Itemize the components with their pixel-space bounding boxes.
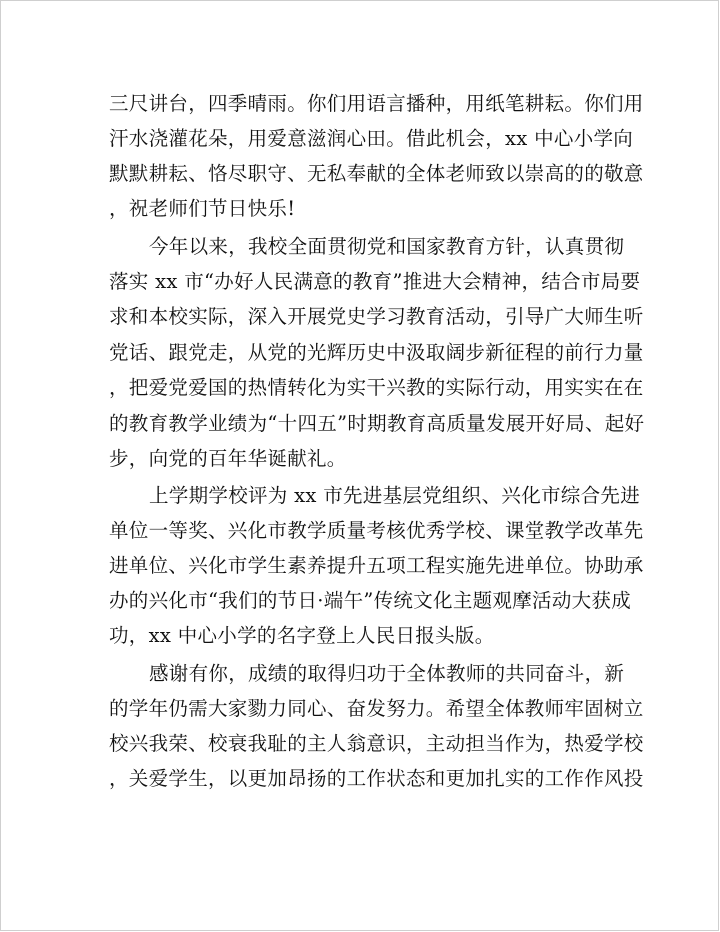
text-line: ，祝老师们节日快乐! xyxy=(109,197,296,220)
text-line: ，把爱党爱国的热情转化为实干兴教的实际行动，用实实在在 xyxy=(109,376,644,399)
text-line: 求和本校实际，深入开展党史学习教育活动，引导广大师生听 xyxy=(109,305,644,328)
text-line: 单位一等奖、兴化市教学质量考核优秀学校、课堂教学改革先 xyxy=(109,519,644,542)
text-line: 校兴我荣、校衰我耻的主人翁意识，主动担当作为，热爱学校 xyxy=(109,732,644,755)
text-line: 的教育教学业绩为“十四五”时期教育高质量发展开好局、起好 xyxy=(109,412,645,435)
text-line: ，关爱学生，以更加昂扬的工作状态和更加扎实的工作作风投 xyxy=(109,767,644,790)
text-line: 的学年仍需大家勠力同心、奋发努力。希望全体教师牢固树立 xyxy=(109,697,644,720)
text-line: 今年以来，我校全面贯彻党和国家教育方针，认真贯彻 xyxy=(149,235,625,258)
text-line: 上学期学校评为 xx 市先进基层党组织、兴化市综合先进 xyxy=(149,484,640,507)
text-line: 党话、跟党走，从党的光辉历史中汲取阔步新征程的前行力量 xyxy=(109,341,644,364)
text-line: 感谢有你，成绩的取得归功于全体教师的共同奋斗，新 xyxy=(149,662,625,685)
text-line: 落实 xx 市“办好人民满意的教育”推进大会精神，结合市局要 xyxy=(109,270,641,293)
text-line: 汗水浇灌花朵，用爱意滋润心田。借此机会，xx 中心小学向 xyxy=(109,127,634,150)
text-line: 步，向党的百年华诞献礼。 xyxy=(109,447,347,470)
text-line: 三尺讲台，四季晴雨。你们用语言播种，用纸笔耕耘。你们用 xyxy=(109,92,644,115)
text-line: 功，xx 中心小学的名字登上人民日报头版。 xyxy=(109,624,495,647)
text-line: 进单位、兴化市学生素养提升五项工程实施先进单位。协助承 xyxy=(109,554,644,577)
text-line: 默默耕耘、恪尽职守、无私奉献的全体老师致以崇高的的敬意 xyxy=(109,162,644,185)
text-line: 办的兴化市“我们的节日·端午”传统文化主题观摩活动大获成 xyxy=(109,589,632,612)
